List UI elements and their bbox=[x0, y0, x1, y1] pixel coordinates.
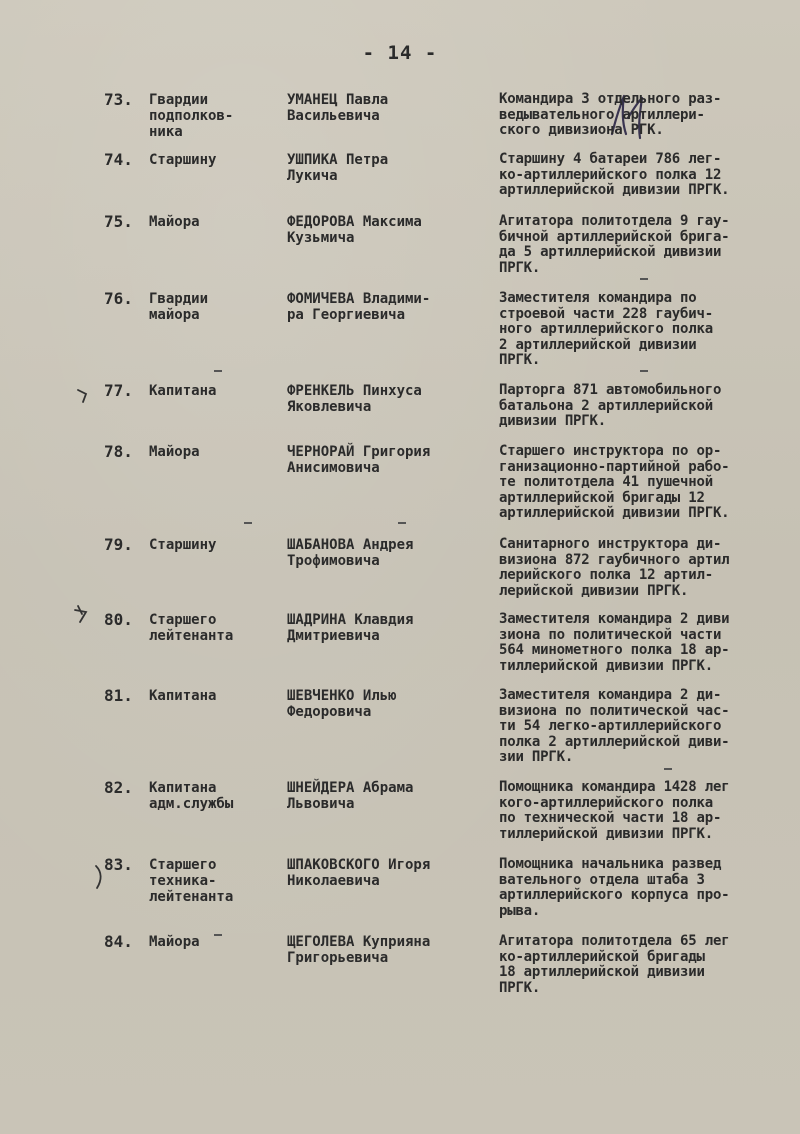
entry-rank: Гвардии майора bbox=[149, 291, 209, 323]
entry-name: ФОМИЧЕВА Владими- ра Георгиевича bbox=[287, 291, 431, 323]
entry-name: ШАБАНОВА Андрея Трофимовича bbox=[287, 537, 414, 569]
entry-name: УШПИКА Петра Лукича bbox=[287, 152, 389, 184]
entry-position: Заместителя командира 2 диви зиона по политической части 564 минометного полка 18 ар- тиллерийской дивизии ПРГК. bbox=[499, 611, 730, 674]
entry-number: 82. bbox=[104, 778, 133, 797]
entry-number: 81. bbox=[104, 686, 133, 705]
entry-position: Помощника командира 1428 лег кого-артиллерийского полка по технической части 18 ар- тиллерийской дивизии ПРГК. bbox=[499, 779, 730, 842]
margin-tick-mark bbox=[72, 602, 92, 624]
entry-name: ШАДРИНА Клавдия Дмитриевича bbox=[287, 612, 414, 644]
entry-number: 79. bbox=[104, 535, 133, 554]
entry-name: ЧЕРНОРАЙ Григория Анисимовича bbox=[287, 444, 431, 476]
entry-position: Старшего инструктора по ор- ганизационно-партийной рабо- те политотдела 41 пушечной артиллерийской бригады 12 артиллерийской дивизии ПРГК. bbox=[499, 443, 730, 521]
entry-position: Заместителя командира по строевой части 228 гаубич- ного артиллерийского полка 2 артиллерийской дивизии ПРГК. bbox=[499, 290, 713, 368]
entry-rank: Майора bbox=[149, 934, 200, 950]
entry-position: Старшину 4 батареи 786 лег- ко-артиллерийского полка 12 артиллерийской дивизии ПРГК. bbox=[499, 151, 730, 198]
entry-name: УМАНЕЦ Павла Васильевича bbox=[287, 92, 389, 124]
entry-position: Агитатора политотдела 9 гау- бичной артиллерийской брига- да 5 артиллерийской дивизии ПРГК. bbox=[499, 213, 730, 276]
separator-dash bbox=[214, 370, 222, 372]
separator-dash bbox=[640, 278, 648, 280]
separator-dash bbox=[664, 768, 672, 770]
entry-rank: Старшего лейтенанта bbox=[149, 612, 234, 644]
entry-name: ШНЕЙДЕРА Абрама Львовича bbox=[287, 780, 414, 812]
page-number: - 14 - bbox=[362, 42, 438, 64]
entry-rank: Капитана bbox=[149, 688, 217, 704]
entry-number: 83. bbox=[104, 855, 133, 874]
entry-rank: Гвардии подполков- ника bbox=[149, 92, 234, 140]
entry-number: 74. bbox=[104, 150, 133, 169]
entry-name: ФЕДОРОВА Максима Кузьмича bbox=[287, 214, 422, 246]
entry-position: Агитатора политотдела 65 лег ко-артиллерийской бригады 18 артиллерийской дивизии ПРГК. bbox=[499, 933, 730, 996]
entry-position: Командира 3 отдельного раз- ведывательного артиллери- ского дивизиона РГК. bbox=[499, 91, 722, 138]
entry-rank: Майора bbox=[149, 444, 200, 460]
entry-name: ФРЕНКЕЛЬ Пинхуса Яковлевича bbox=[287, 383, 422, 415]
entry-name: ЩЕГОЛЕВА Куприяна Григорьевича bbox=[287, 934, 431, 966]
entry-number: 77. bbox=[104, 381, 133, 400]
entry-rank: Старшину bbox=[149, 537, 217, 553]
entry-position: Заместителя командира 2 ди- визиона по политической час- ти 54 легко-артиллерийского полка 2 артиллерийской диви- зии ПРГК. bbox=[499, 687, 730, 765]
entry-name: ШЕВЧЕНКО Илью Федоровича bbox=[287, 688, 397, 720]
entry-number: 75. bbox=[104, 212, 133, 231]
entry-rank: Старшего техника- лейтенанта bbox=[149, 857, 234, 905]
margin-tick-mark bbox=[92, 862, 108, 890]
separator-dash bbox=[398, 522, 406, 524]
entry-rank: Капитана адм.службы bbox=[149, 780, 234, 812]
entry-number: 78. bbox=[104, 442, 133, 461]
entry-number: 80. bbox=[104, 610, 133, 629]
entry-rank: Капитана bbox=[149, 383, 217, 399]
separator-dash bbox=[640, 370, 648, 372]
separator-dash bbox=[214, 934, 222, 936]
entry-rank: Старшину bbox=[149, 152, 217, 168]
entry-number: 73. bbox=[104, 90, 133, 109]
separator-dash bbox=[244, 522, 252, 524]
entry-position: Помощника начальника развед вательного отдела штаба 3 артиллерийского корпуса про- рыва. bbox=[499, 856, 730, 919]
entry-rank: Майора bbox=[149, 214, 200, 230]
entry-position: Санитарного инструктора ди- визиона 872 гаубичного артил лерийского полка 12 артил- лерийской дивизии ПРГК. bbox=[499, 536, 730, 599]
margin-tick-mark bbox=[74, 384, 94, 404]
entry-number: 76. bbox=[104, 289, 133, 308]
entry-position: Парторга 871 автомобильного батальона 2 артиллерийской дивизии ПРГК. bbox=[499, 382, 722, 429]
entry-name: ШПАКОВСКОГО Игоря Николаевича bbox=[287, 857, 431, 889]
entry-number: 84. bbox=[104, 932, 133, 951]
